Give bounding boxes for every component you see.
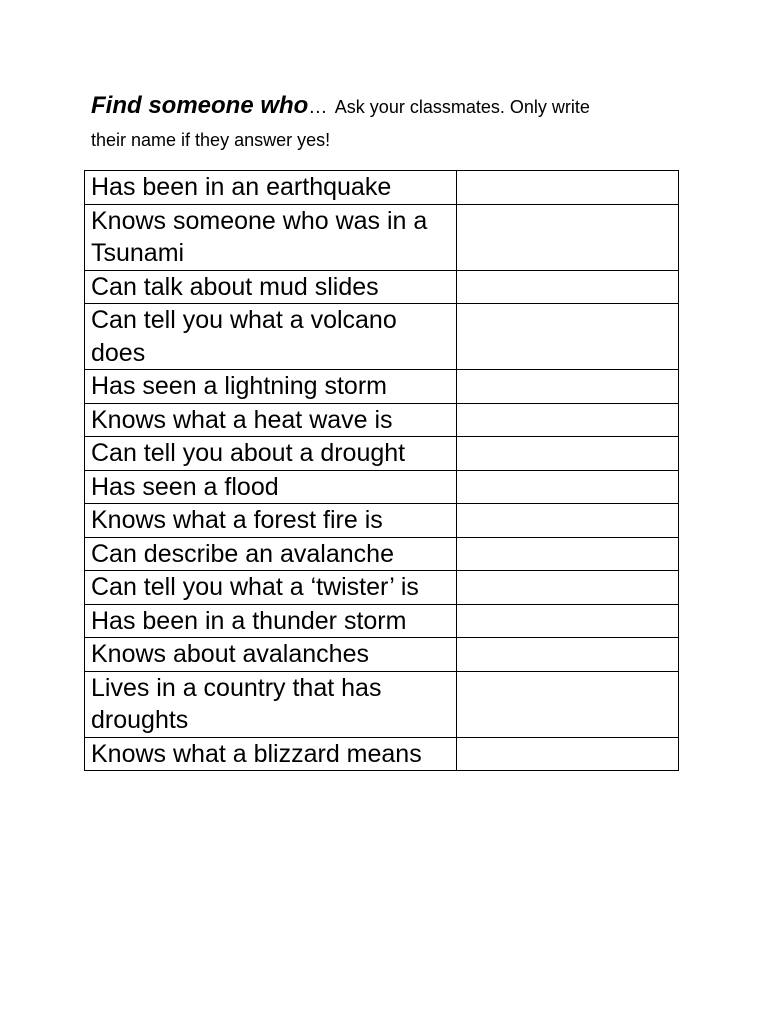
name-answer-cell[interactable] <box>457 638 679 672</box>
prompt-cell: Has been in an earthquake <box>85 171 457 205</box>
prompt-cell: Knows what a heat wave is <box>85 403 457 437</box>
name-answer-cell[interactable] <box>457 304 679 370</box>
table-row <box>85 504 679 538</box>
prompt-cell: Knows what a blizzard means <box>85 737 457 771</box>
name-answer-cell[interactable] <box>457 737 679 771</box>
prompt-cell: Can tell you what a ‘twister’ is <box>85 571 457 605</box>
instruction-text-line-1: Ask your classmates. Only write <box>334 97 590 117</box>
prompt-cell: Knows what a forest fire is <box>85 504 457 538</box>
table-row <box>85 403 679 437</box>
table-row <box>85 470 679 504</box>
title-ellipsis: … <box>308 97 328 118</box>
name-answer-cell[interactable] <box>457 604 679 638</box>
table-row <box>85 171 679 205</box>
name-answer-cell[interactable] <box>457 204 679 270</box>
table-row <box>85 270 679 304</box>
table-body <box>85 171 679 771</box>
name-answer-cell[interactable] <box>457 270 679 304</box>
table-row <box>85 571 679 605</box>
name-answer-cell[interactable] <box>457 403 679 437</box>
prompt-cell: Knows someone who was in a Tsunami <box>85 204 457 270</box>
name-answer-cell[interactable] <box>457 437 679 471</box>
table-row <box>85 537 679 571</box>
name-answer-cell[interactable] <box>457 504 679 538</box>
table-row <box>85 437 679 471</box>
table-row <box>85 671 679 737</box>
name-answer-cell[interactable] <box>457 571 679 605</box>
prompt-cell: Can talk about mud slides <box>85 270 457 304</box>
prompt-cell: Can tell you what a volcano does <box>85 304 457 370</box>
name-answer-cell[interactable] <box>457 171 679 205</box>
worksheet-header <box>91 92 691 154</box>
name-answer-cell[interactable] <box>457 537 679 571</box>
prompt-cell: Knows about avalanches <box>85 638 457 672</box>
table-row <box>85 304 679 370</box>
worksheet-title: Find someone who <box>91 92 309 119</box>
table-row <box>85 604 679 638</box>
name-answer-cell[interactable] <box>457 370 679 404</box>
instruction-text-line-2: their name if they answer yes! <box>91 130 331 150</box>
table-row <box>85 638 679 672</box>
table-row <box>85 204 679 270</box>
find-someone-table <box>84 170 679 771</box>
prompt-cell: Has seen a flood <box>85 470 457 504</box>
table-row <box>85 737 679 771</box>
prompt-cell: Can describe an avalanche <box>85 537 457 571</box>
name-answer-cell[interactable] <box>457 470 679 504</box>
table-row <box>85 370 679 404</box>
prompt-cell: Can tell you about a drought <box>85 437 457 471</box>
name-answer-cell[interactable] <box>457 671 679 737</box>
prompt-cell: Has seen a lightning storm <box>85 370 457 404</box>
header-line-1 <box>91 92 691 126</box>
prompt-cell: Lives in a country that has droughts <box>85 671 457 737</box>
prompt-cell: Has been in a thunder storm <box>85 604 457 638</box>
